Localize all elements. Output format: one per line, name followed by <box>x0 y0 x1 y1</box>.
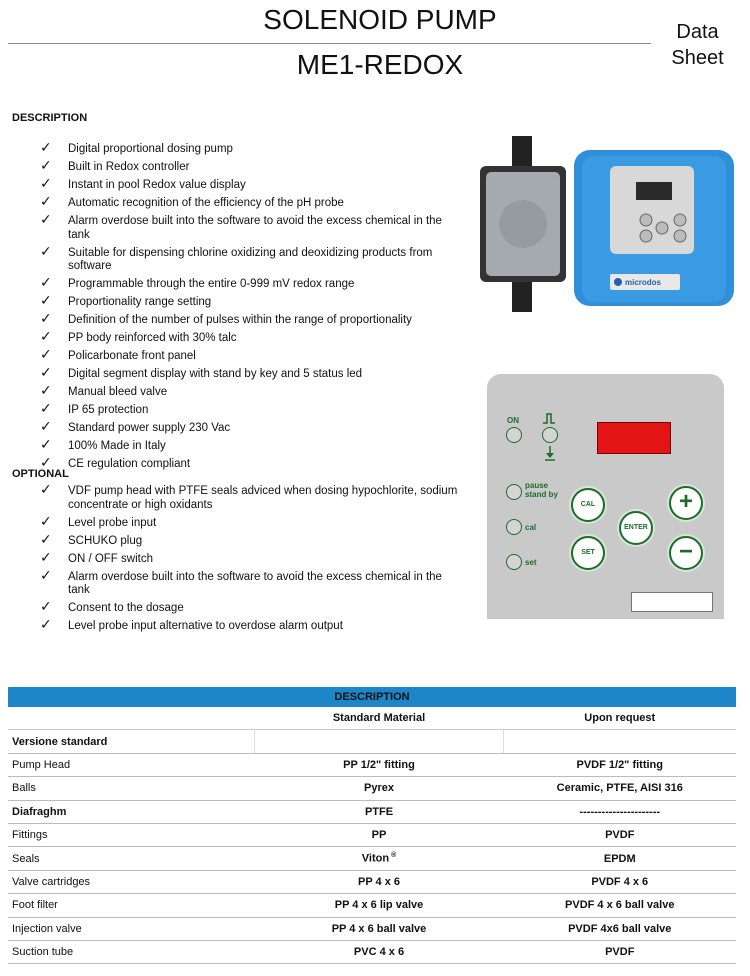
check-icon: ✓ <box>40 364 52 380</box>
title-line-1: SOLENOID PUMP <box>263 4 497 35</box>
list-item: ✓ SCHUKO plug <box>40 530 143 547</box>
pump-display <box>636 182 672 200</box>
materials-table <box>8 687 736 964</box>
row-standard: PP 4 x 6 ball valve <box>255 917 504 940</box>
row-standard: PP 4 x 6 <box>255 870 504 893</box>
list-item: ✓ Programmable through the entire 0-999 mV redox range <box>40 274 355 290</box>
table-row <box>8 917 736 940</box>
table-row <box>8 894 736 917</box>
check-icon: ✓ <box>40 211 52 227</box>
row-label: Fittings <box>8 823 255 846</box>
row-request: PVDF 4x6 ball valve <box>504 917 737 940</box>
list-item: ✓ ON / OFF switch <box>40 548 153 565</box>
row-request: PVDF 4 x 6 <box>504 870 737 893</box>
table-row <box>8 823 736 846</box>
list-item: ✓ Digital segment display with stand by key and 5 status led <box>40 364 363 380</box>
row-label: Diafraghm <box>8 800 255 823</box>
table-cell <box>504 730 737 753</box>
row-label: Balls <box>8 777 255 800</box>
pump-key <box>656 222 668 234</box>
pump-photo <box>470 126 740 326</box>
list-item: ✓ CE regulation compliant <box>40 454 191 470</box>
check-icon: ✓ <box>40 139 52 155</box>
list-item: ✓ Alarm overdose built into the software to avoid the excess chemical in the tank <box>40 211 442 241</box>
description-list <box>40 139 460 476</box>
data-sheet-label <box>650 19 745 71</box>
list-item: ✓ Suitable for dispensing chlorine oxidizing and deoxidizing products from software <box>40 242 433 272</box>
list-item: ✓ Level probe input alternative to overdose alarm output <box>40 616 343 632</box>
row-standard: Pyrex <box>255 777 504 800</box>
data-sheet-line-1: Data <box>676 21 719 43</box>
on-label: ON <box>507 416 519 425</box>
check-icon: ✓ <box>40 481 52 497</box>
row-standard: PP <box>255 823 504 846</box>
list-item: ✓ Alarm overdose built into the software to avoid the excess chemical in the tank <box>40 566 442 596</box>
table-row <box>8 800 736 823</box>
check-icon: ✓ <box>40 418 52 434</box>
description-heading: DESCRIPTION <box>12 112 88 124</box>
section-label: Versione standard <box>8 730 255 753</box>
check-icon: ✓ <box>40 292 52 308</box>
list-item: ✓ Policarbonate front panel <box>40 346 196 362</box>
list-item: ✓ Standard power supply 230 Vac <box>40 418 231 434</box>
registered-mark: ® <box>391 852 397 860</box>
table-section-row <box>8 730 736 753</box>
row-standard: Viton ® <box>255 847 504 870</box>
row-request: PVDF 4 x 6 ball valve <box>504 894 737 917</box>
check-icon: ✓ <box>40 346 52 362</box>
table-column-headers <box>8 707 736 730</box>
list-item: ✓ 100% Made in Italy <box>40 436 166 452</box>
set-label: set <box>525 558 537 567</box>
row-request: Ceramic, PTFE, AISI 316 <box>504 777 737 800</box>
row-label: Foot filter <box>8 894 255 917</box>
list-item: ✓ Manual bleed valve <box>40 382 168 398</box>
list-item: ✓ Definition of the number of pulses within the range of proportionality <box>40 310 412 326</box>
list-item: ✓ IP 65 protection <box>40 400 149 416</box>
pump-brand: microdos <box>625 278 662 287</box>
check-icon: ✓ <box>40 382 52 398</box>
cal-button[interactable]: CAL <box>571 488 605 522</box>
column-header-standard: Standard Material <box>255 707 504 730</box>
optional-heading: OPTIONAL <box>12 468 69 480</box>
pulse-led-icon <box>542 427 558 443</box>
list-item: ✓ Proportionality range setting <box>40 292 212 308</box>
list-item: ✓ PP body reinforced with 30% talc <box>40 328 237 344</box>
table-row <box>8 777 736 800</box>
on-led-icon <box>506 427 522 443</box>
row-label: Valve cartridges <box>8 870 255 893</box>
set-button[interactable]: SET <box>571 536 605 570</box>
column-header-request: Upon request <box>504 707 737 730</box>
pump-key <box>674 230 686 242</box>
title-line-2: ME1-REDOX <box>296 49 464 80</box>
check-icon: ✓ <box>40 400 52 416</box>
row-label: Seals <box>8 847 255 870</box>
set-led-icon <box>506 554 522 570</box>
cal-led-icon <box>506 519 522 535</box>
row-request: EPDM <box>504 847 737 870</box>
row-label: Suction tube <box>8 940 255 963</box>
pump-inlet-fitting <box>512 136 532 166</box>
list-item: ✓ Instant in pool Redox value display <box>40 175 246 191</box>
check-icon: ✓ <box>40 566 52 583</box>
list-item: ✓ Built in Redox controller <box>40 157 190 173</box>
row-standard: PTFE <box>255 800 504 823</box>
row-request: PVDF <box>504 823 737 846</box>
control-panel <box>487 374 724 619</box>
title-divider <box>8 43 651 44</box>
table-row <box>8 870 736 893</box>
table-header <box>8 687 736 707</box>
row-request: PVDF 1/2" fitting <box>504 753 737 776</box>
table-row <box>8 753 736 776</box>
check-icon: ✓ <box>40 598 52 614</box>
minus-button[interactable]: − <box>669 536 703 570</box>
pump-key <box>674 214 686 226</box>
row-request: ---------------------- <box>504 800 737 823</box>
table-title: DESCRIPTION <box>8 687 736 707</box>
level-alarm-icon <box>544 445 556 461</box>
list-item: ✓ Consent to the dosage <box>40 598 184 614</box>
row-standard: PP 4 x 6 lip valve <box>255 894 504 917</box>
check-icon: ✓ <box>40 512 52 529</box>
row-standard: PVC 4 x 6 <box>255 940 504 963</box>
pulse-icon <box>542 412 556 424</box>
check-icon: ✓ <box>40 328 52 344</box>
table-cell <box>255 730 504 753</box>
row-label: Injection valve <box>8 917 255 940</box>
table-row <box>8 940 736 963</box>
list-item: ✓ Automatic recognition of the efficiency of the pH probe <box>40 193 344 209</box>
check-icon: ✓ <box>40 242 52 259</box>
column-header-empty <box>8 707 255 730</box>
pump-diaphragm <box>499 200 547 248</box>
check-icon: ✓ <box>40 454 52 470</box>
pump-key <box>640 230 652 242</box>
check-icon: ✓ <box>40 548 52 565</box>
check-icon: ✓ <box>40 530 52 547</box>
brand-logo-icon <box>614 278 622 286</box>
check-icon: ✓ <box>40 436 52 452</box>
cal-label: cal <box>525 523 537 532</box>
enter-button[interactable]: ENTER <box>619 511 653 545</box>
list-item: ✓ VDF pump head with PTFE seals adviced when dosing hypochlorite, sodium concentrate or high oxidants <box>40 481 458 511</box>
optional-list <box>40 481 460 638</box>
check-icon: ✓ <box>40 157 52 173</box>
check-icon: ✓ <box>40 193 52 209</box>
pause-standby-label: pause stand by <box>525 481 558 499</box>
pause-led-icon <box>506 484 522 500</box>
check-icon: ✓ <box>40 274 52 290</box>
panel-label-box <box>631 592 713 612</box>
row-standard: PP 1/2" fitting <box>255 753 504 776</box>
list-item: ✓ Digital proportional dosing pump <box>40 139 233 155</box>
row-label: Pump Head <box>8 753 255 776</box>
data-sheet-line-2: Sheet <box>671 47 724 69</box>
pump-key <box>640 214 652 226</box>
plus-button[interactable]: + <box>669 486 703 520</box>
row-request: PVDF <box>504 940 737 963</box>
check-icon: ✓ <box>40 310 52 326</box>
pump-outlet-fitting <box>512 278 532 312</box>
table-row <box>8 847 736 870</box>
list-item: ✓ Level probe input <box>40 512 157 529</box>
check-icon: ✓ <box>40 616 52 632</box>
led-display <box>597 422 671 454</box>
check-icon: ✓ <box>40 175 52 191</box>
